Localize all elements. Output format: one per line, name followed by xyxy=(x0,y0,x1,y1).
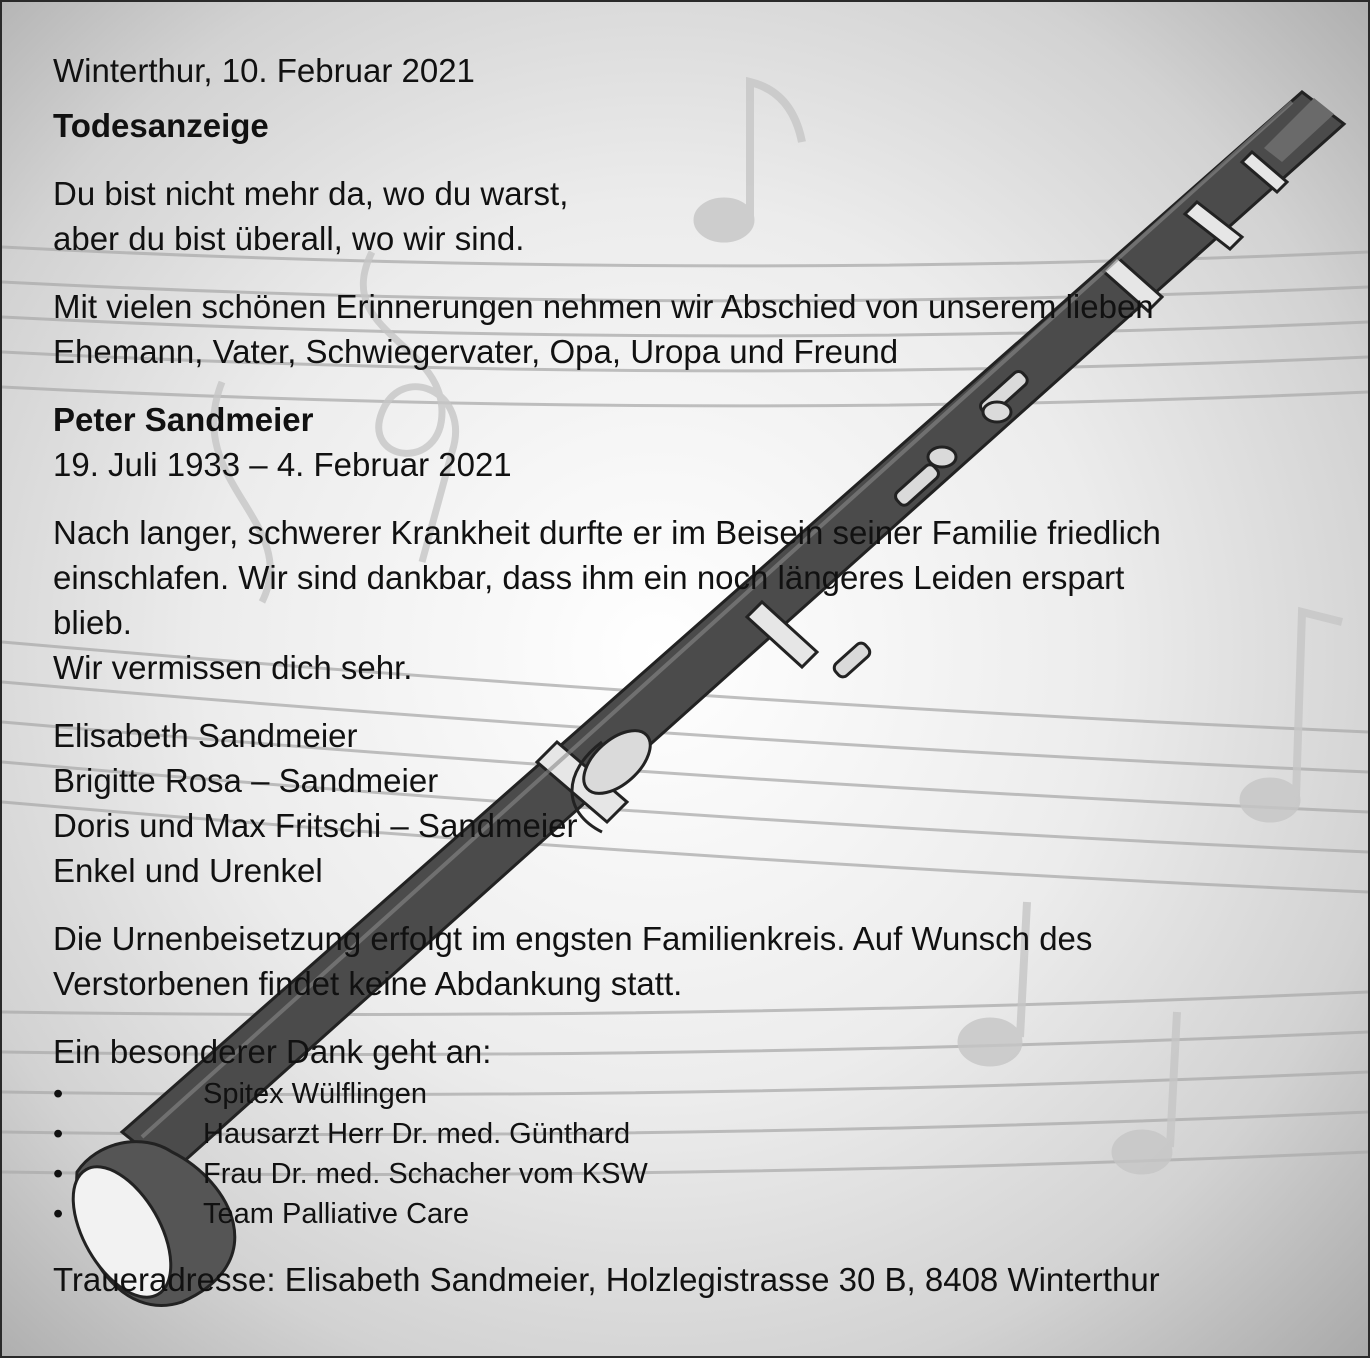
message-line: Nach langer, schwerer Krankheit durfte er im Beisein seiner Familie friedlich xyxy=(53,514,1161,551)
message-line: einschlafen. Wir sind dankbar, dass ihm ein noch längeres Leiden erspart xyxy=(53,559,1125,596)
list-item xyxy=(53,1114,1333,1154)
bullet-icon: • xyxy=(53,1198,64,1230)
intro-line: Ehemann, Vater, Schwiegervater, Opa, Uropa und Freund xyxy=(53,333,899,370)
thanks-heading: Ein besonderer Dank geht an: xyxy=(53,1033,492,1070)
ceremony-line: Die Urnenbeisetzung erfolgt im engsten Familienkreis. Auf Wunsch des xyxy=(53,920,1093,957)
thanks-item: Spitex Wülflingen xyxy=(203,1078,428,1110)
thanks-item: Hausarzt Herr Dr. med. Günthard xyxy=(203,1118,631,1150)
mourner-name: Enkel und Urenkel xyxy=(53,852,323,889)
deceased-name: Peter Sandmeier xyxy=(53,401,314,438)
place-date: Winterthur, 10. Februar 2021 xyxy=(53,52,475,89)
life-dates: 19. Juli 1933 – 4. Februar 2021 xyxy=(53,446,512,483)
bullet-icon: • xyxy=(53,1158,64,1190)
mourning-address: Traueradresse: Elisabeth Sandmeier, Holzlegistrasse 30 B, 8408 Winterthur xyxy=(53,1261,1160,1298)
ceremony-line: Verstorbenen findet keine Abdankung statt. xyxy=(53,965,683,1002)
obituary-text xyxy=(53,48,1333,1302)
mourner-name: Doris und Max Fritschi – Sandmeier xyxy=(53,807,578,844)
thanks-item: Frau Dr. med. Schacher vom KSW xyxy=(203,1158,648,1190)
poem-line: Du bist nicht mehr da, wo du warst, xyxy=(53,175,569,212)
list-item xyxy=(53,1194,1333,1234)
mourner-name: Brigitte Rosa – Sandmeier xyxy=(53,762,439,799)
list-item xyxy=(53,1074,1333,1114)
thanks-list xyxy=(53,1074,1333,1234)
intro-line: Mit vielen schönen Erinnerungen nehmen wir Abschied von unserem lieben xyxy=(53,288,1154,325)
notice-title: Todesanzeige xyxy=(53,107,269,144)
message-line: Wir vermissen dich sehr. xyxy=(53,649,413,686)
mourner-name: Elisabeth Sandmeier xyxy=(53,717,358,754)
bullet-icon: • xyxy=(53,1078,64,1110)
list-item xyxy=(53,1154,1333,1194)
poem-line: aber du bist überall, wo wir sind. xyxy=(53,220,525,257)
message-line: blieb. xyxy=(53,604,132,641)
thanks-item: Team Palliative Care xyxy=(203,1198,469,1230)
bullet-icon: • xyxy=(53,1118,64,1150)
